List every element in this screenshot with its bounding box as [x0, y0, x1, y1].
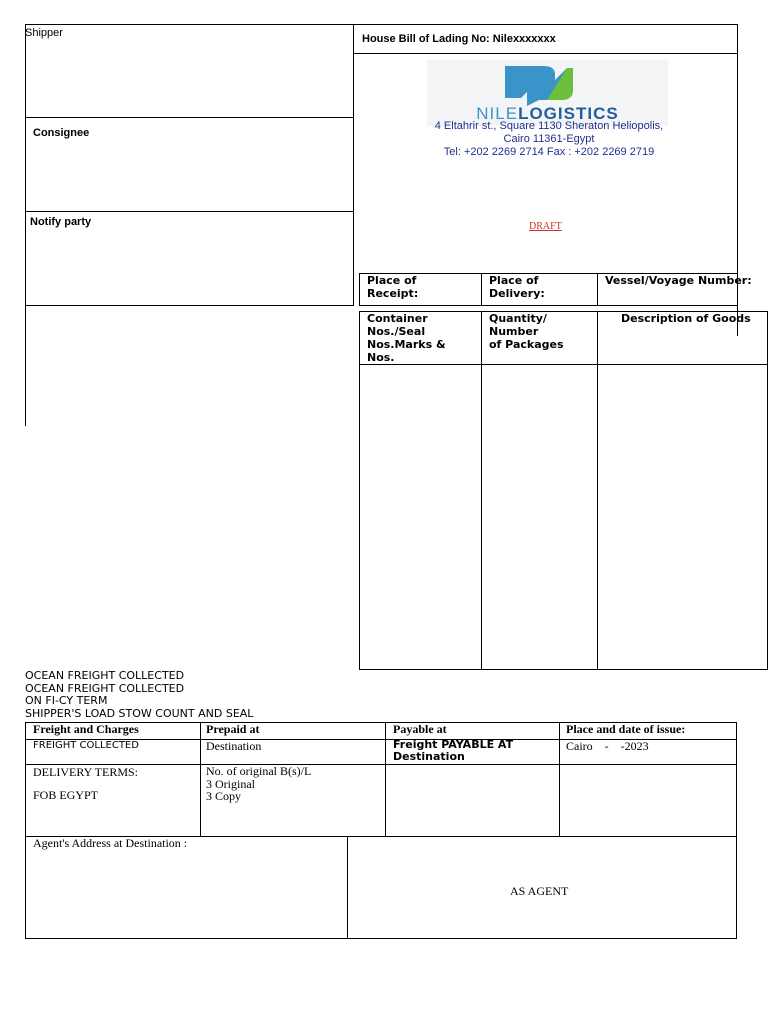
- remark-line: OCEAN FREIGHT COLLECTED: [25, 669, 185, 682]
- agent-address-label: Agent's Address at Destination :: [33, 836, 188, 850]
- company-address: [396, 120, 702, 159]
- middle-border: [353, 24, 354, 306]
- delivery-terms-label: DELIVERY TERMS:: [33, 765, 139, 779]
- tel-fax: Tel: +202 2269 2714 Fax : +202 2269 2719: [443, 146, 655, 158]
- draft-stamp: DRAFT: [529, 221, 562, 232]
- as-agent-label: AS AGENT: [510, 884, 569, 898]
- charges-divider-2: [385, 722, 386, 837]
- notify-bottom-border: [25, 305, 354, 306]
- freight-charges-header: Freight and Charges: [33, 722, 139, 736]
- remark-line: ON FI-CY TERM: [25, 694, 108, 707]
- charges-divider-1: [200, 722, 201, 837]
- left-border: [25, 24, 26, 426]
- freight-remarks: [25, 670, 253, 720]
- company-logo: [427, 60, 668, 126]
- logo-word-nile: NILE: [476, 104, 519, 123]
- shipper-top-border: [25, 24, 354, 25]
- hbl-top-border: [354, 24, 737, 25]
- place-of-receipt-label: Place of Receipt:: [367, 274, 419, 300]
- goods-bottom-border: [359, 669, 768, 670]
- hbl-bottom-border: [354, 53, 737, 54]
- address-line-1: 4 Eltahrir st., Square 1130 Sheraton Heliopolis,: [434, 120, 664, 132]
- place-date-value: Cairo - -2023: [566, 739, 649, 753]
- vessel-voyage-label: Vessel/Voyage Number:: [605, 274, 752, 287]
- description-header: Description of Goods: [621, 312, 751, 325]
- route-bottom-border: [359, 305, 737, 306]
- prepaid-at-header: Prepaid at: [206, 722, 260, 736]
- consignee-label: Consignee: [33, 127, 90, 139]
- container-nos-header: Container Nos./Seal Nos.Marks & Nos.: [367, 312, 446, 364]
- remark-line: OCEAN FREIGHT COLLECTED: [25, 681, 185, 695]
- quantity-header: Quantity/ Number of Packages: [489, 312, 564, 351]
- remark-line: SHIPPER'S LOAD STOW COUNT AND SEAL: [25, 706, 254, 720]
- originals-count: No. of original B(s)/L 3 Original 3 Copy: [206, 764, 312, 803]
- charges-divider-3: [559, 722, 560, 837]
- right-border: [737, 24, 738, 336]
- shipper-label: Shipper: [25, 27, 63, 39]
- place-of-delivery-label: Place of Delivery:: [489, 274, 545, 300]
- freight-collected-value: FREIGHT COLLECTED: [33, 740, 139, 751]
- charges-right-border: [736, 722, 737, 939]
- charges-left-border: [25, 722, 26, 939]
- address-line-2: Cairo 11361-Egypt: [503, 133, 595, 145]
- notify-top-border: [25, 211, 354, 212]
- logo-word-logistics: LOGISTICS: [518, 104, 619, 123]
- fob-egypt-value: FOB EGYPT: [33, 788, 99, 802]
- notify-party-label: Notify party: [30, 216, 92, 228]
- route-left-border: [359, 273, 360, 306]
- route-divider-1: [481, 273, 482, 306]
- house-bill-number: House Bill of Lading No: Nilexxxxxxx: [362, 33, 556, 45]
- freight-payable-value: Freight PAYABLE AT Destination: [393, 738, 514, 763]
- route-divider-2: [597, 273, 598, 306]
- agent-bottom-border: [25, 938, 737, 939]
- goods-header-bottom: [359, 364, 768, 365]
- payable-at-header: Payable at: [393, 722, 447, 736]
- agent-divider: [347, 836, 348, 939]
- prepaid-destination-value: Destination: [206, 739, 262, 753]
- place-date-header: Place and date of issue:: [566, 722, 686, 736]
- consignee-top-border: [25, 117, 354, 118]
